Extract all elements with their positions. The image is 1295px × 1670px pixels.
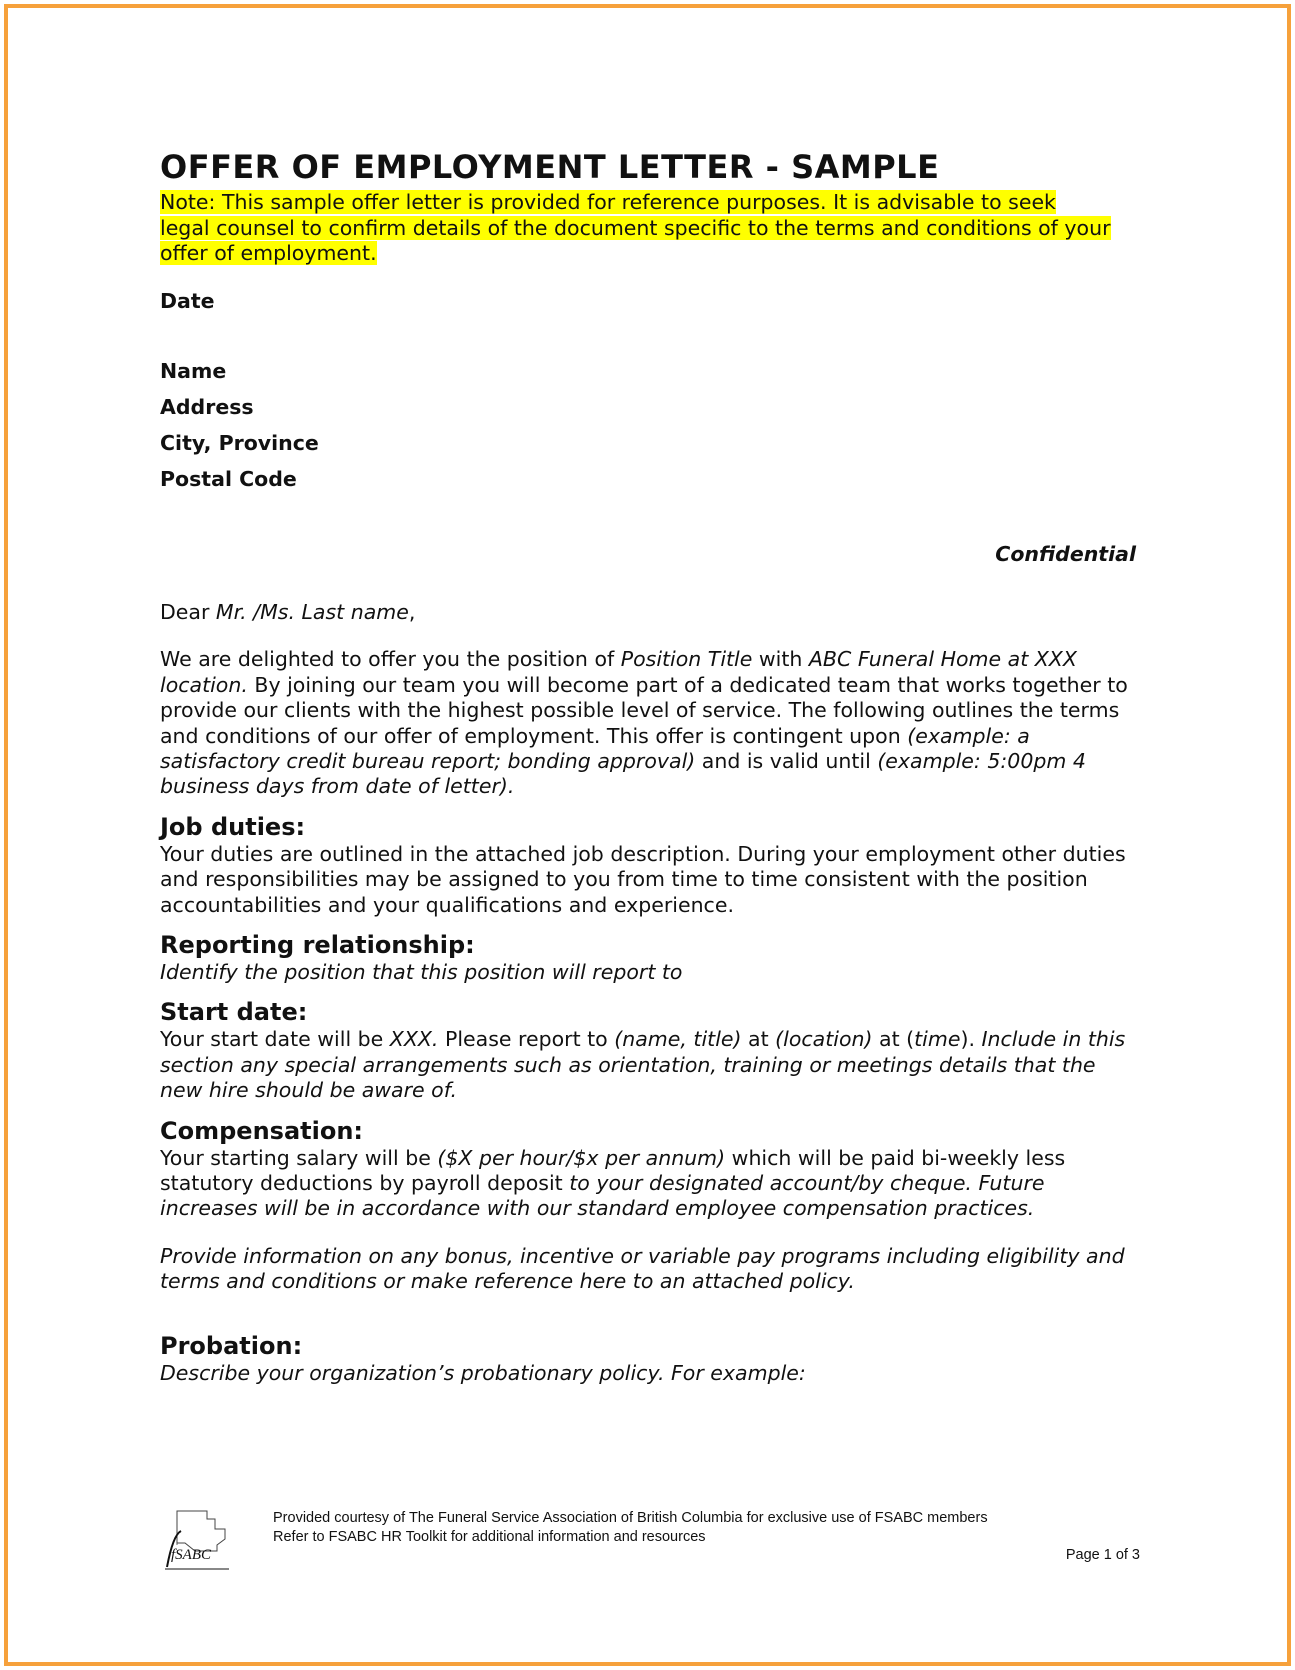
intro-text-4: and is valid until (695, 748, 878, 773)
start-text-5: ). (960, 1027, 982, 1052)
date-placeholder: Date (160, 288, 215, 313)
note-line-2: legal counsel to confirm details of the document specific to the terms and conditions of your (160, 215, 1111, 240)
start-text-3: at (741, 1027, 776, 1052)
intro-company: ABC Funeral Home at XXX location. (160, 647, 1077, 697)
recipient-city: City, Province (160, 430, 319, 455)
advisory-note (160, 190, 1136, 267)
footer (155, 1505, 1140, 1575)
intro-contingency: (example: a satisfactory credit bureau report; bonding approval) (160, 723, 1030, 773)
salutation-dear: Dear (160, 599, 216, 624)
comp-text-1: Your starting salary will be (160, 1145, 438, 1170)
start-text-1: Your start date will be (160, 1027, 390, 1052)
footer-line-2: Refer to FSABC HR Toolkit for additional information and resources (273, 1529, 706, 1545)
footer-credit (273, 1509, 988, 1547)
salutation (160, 600, 1136, 625)
start-date-value: XXX. (389, 1027, 439, 1052)
page-title: OFFER OF EMPLOYMENT LETTER - SAMPLE (160, 148, 940, 186)
compensation-text (160, 1146, 1136, 1222)
recipient-address: Address (160, 394, 254, 419)
intro-text-3: By joining our team you will become part of a dedicated team that works together to provide our clients with the highest possible level of service. The following outlines the terms and conditions of our offer of employment. This offer is contingent upon (160, 672, 1128, 748)
probation-text: Describe your organization’s probationary policy. For example: (160, 1360, 806, 1385)
fsabc-logo (155, 1505, 235, 1575)
salutation-comma: , (408, 599, 416, 624)
logo-text: fSABC (171, 1547, 211, 1563)
comp-payment-method: to your designated account/by cheque. Future increases will be in accordance with our standard employee compensation practices. (160, 1170, 1045, 1221)
intro-position-title: Position Title (620, 647, 753, 672)
start-time: time (914, 1027, 961, 1052)
page-number: Page 1 of 3 (1065, 1547, 1140, 1563)
comp-text-2: which will be paid bi-weekly less statutory deductions by payroll deposit (160, 1145, 1066, 1195)
start-special-arrangements: Include in this section any special arrangements such as orientation, training or meetings details that the new hire should be aware of. (160, 1027, 1126, 1103)
address-block (160, 359, 1136, 492)
start-text-2: Please report to (438, 1027, 615, 1052)
start-location: (location) (775, 1027, 873, 1052)
start-date-heading: Start date: (160, 998, 308, 1027)
start-text-4: at ( (872, 1027, 915, 1052)
recipient-postal-code: Postal Code (160, 466, 297, 491)
start-report-to: (name, title) (614, 1027, 742, 1052)
bonus-text: Provide information on any bonus, incentive or variable pay programs including eligibility and terms and conditions or make reference here to an attached policy. (160, 1243, 1125, 1294)
intro-text-1: We are delighted to offer you the position of (160, 647, 621, 672)
reporting-heading: Reporting relationship: (160, 930, 475, 959)
comp-salary: ($X per hour/$x per annum) (437, 1145, 726, 1170)
job-duties-heading: Job duties: (160, 812, 306, 841)
salutation-name: Mr. /Ms. Last name (215, 599, 409, 624)
job-duties-text: Your duties are outlined in the attached job description. During your employment other duties and responsibilities may be assigned to you from time to time consistent with the position accountabilities and your qualifications and experience. (160, 841, 1126, 917)
reporting-text: Identify the position that this position will report to (160, 959, 683, 984)
letter-page (160, 148, 1136, 1386)
intro-paragraph (160, 647, 1136, 799)
intro-validity: (example: 5:00pm 4 business days from date of letter). (160, 748, 1086, 799)
note-line-1: Note: This sample offer letter is provided for reference purposes. It is advisable to seek (160, 190, 1056, 215)
confidential-label: Confidential (995, 541, 1136, 566)
compensation-heading: Compensation: (160, 1116, 364, 1145)
note-line-3: offer of employment. (160, 241, 377, 266)
probation-heading: Probation: (160, 1331, 303, 1360)
footer-line-1: Provided courtesy of The Funeral Service Association of British Columbia for exclusive use of FSABC members (273, 1510, 988, 1526)
recipient-name: Name (160, 358, 227, 383)
intro-text-2: with (752, 647, 809, 672)
start-date-text (160, 1027, 1136, 1103)
